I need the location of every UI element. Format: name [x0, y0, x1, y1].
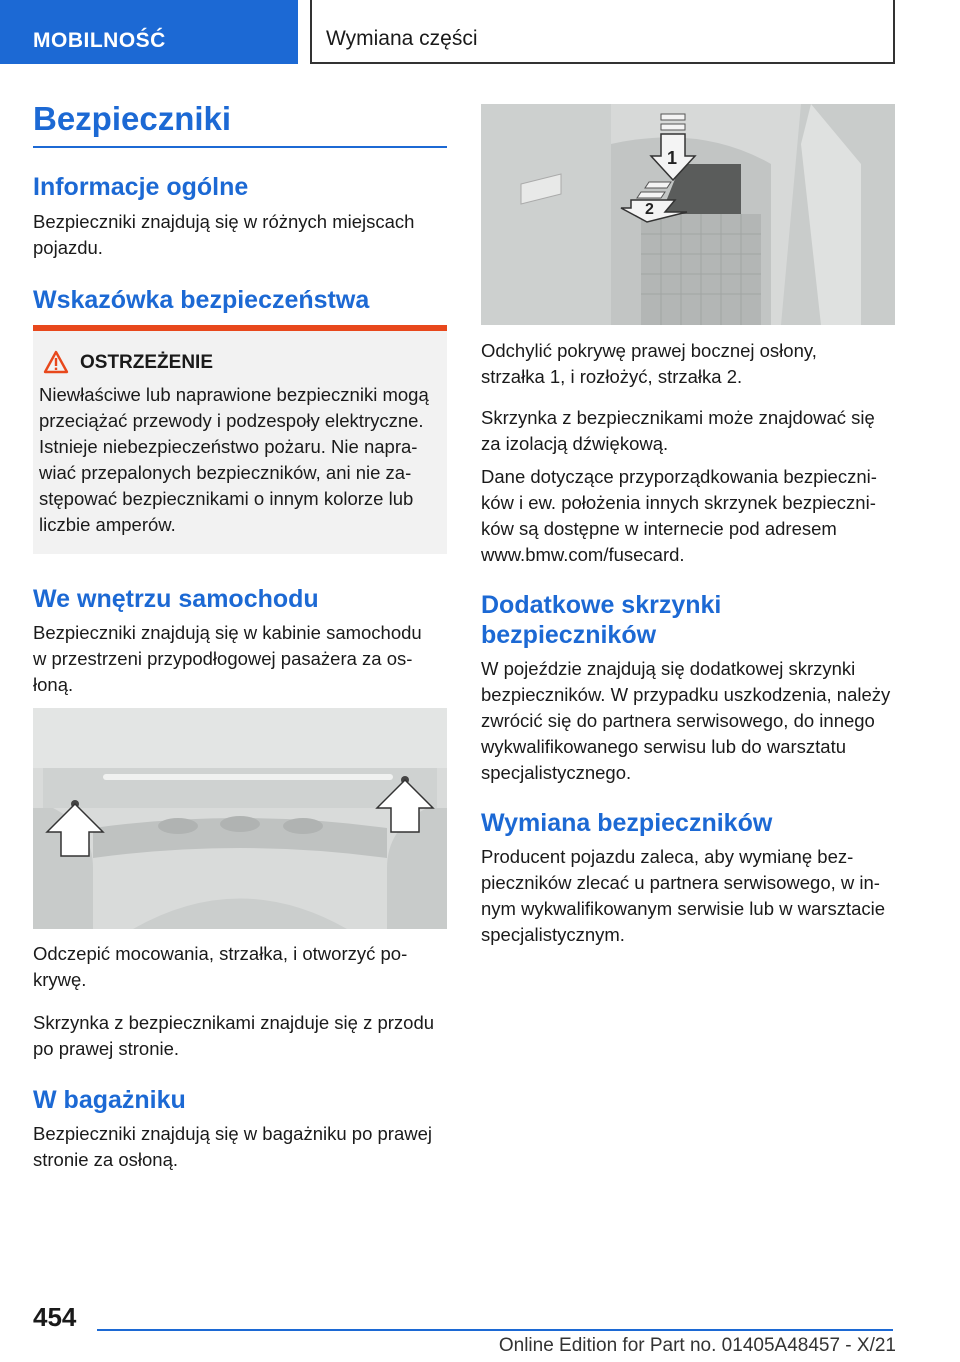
- text-line: specjalistycznym.: [481, 924, 625, 945]
- fig2-caption: [481, 338, 896, 390]
- text-line: Skrzynka z bezpiecznikami może znajdować się: [481, 407, 875, 428]
- fusecard-link[interactable]: www.bmw.com/fusecard.: [481, 544, 685, 565]
- warning-triangle-icon: [43, 350, 69, 374]
- heading-interior: We wnętrzu samochodu: [33, 585, 319, 613]
- trunk-trim-image: [481, 104, 895, 325]
- extra-boxes-text: [481, 656, 896, 786]
- fusecard-text: [481, 464, 896, 568]
- warning-label: OSTRZEŻENIE: [80, 352, 214, 373]
- text-line: stronie za osłoną.: [33, 1149, 179, 1170]
- warning-line: przeciążać przewody i podzespoły elektryczne.: [39, 410, 424, 431]
- warning-text: [39, 382, 439, 538]
- text-line: strzałka 1, i rozłożyć, strzałka 2.: [481, 366, 743, 387]
- chapter-tab: MOBILNOŚĆ: [0, 0, 298, 64]
- text-line: zwrócić się do partnera serwisowego, do innego: [481, 710, 875, 731]
- warning-line: Istnieje niebezpieczeństwo pożaru. Nie napra-: [39, 436, 418, 457]
- text-line: specjalistycznego.: [481, 762, 632, 783]
- warning-line: stępować bezpiecznikami o innym kolorze lub: [39, 488, 414, 509]
- heading-safety: Wskazówka bezpieczeństwa: [33, 286, 370, 314]
- warning-line: wiać przepalonych bezpieczników, ani nie za-: [39, 462, 412, 483]
- text-line: ków i ew. położenia innych skrzynek bezpieczni-: [481, 492, 876, 513]
- text-line: po prawej stronie.: [33, 1038, 180, 1059]
- text-line: nym wykwalifikowanym serwisie lub w warsztacie: [481, 898, 886, 919]
- text-line: za izolacją dźwiękową.: [481, 433, 669, 454]
- text-line: Odchylić pokrywę prawej bocznej osłony,: [481, 340, 817, 361]
- text-line: pieczników zlecać u partnera serwisowego, w in-: [481, 872, 880, 893]
- page-title: Bezpieczniki: [33, 100, 232, 137]
- text-line: wykwalifikowanego serwisu lub do warsztatu: [481, 736, 847, 757]
- arrow-1-label: 1: [667, 148, 678, 168]
- heading-trunk: W bagażniku: [33, 1086, 186, 1114]
- heading-extra-boxes: [481, 590, 721, 650]
- trunk-text: [33, 1121, 448, 1173]
- text-line: Dane dotyczące przyporządkowania bezpieczni-: [481, 466, 877, 487]
- title-rule: [33, 146, 447, 148]
- text-line: łoną.: [33, 674, 74, 695]
- front-text: [33, 1010, 448, 1062]
- text-line: Bezpieczniki znajdują się w kabinie samochodu: [33, 622, 422, 643]
- footer-rule: [97, 1329, 893, 1331]
- insulation-text: [481, 405, 896, 457]
- heading-line: bezpieczników: [481, 621, 657, 649]
- general-text: Bezpieczniki znajdują się w różnych miejscach pojazdu.: [33, 211, 415, 258]
- heading-line: Dodatkowe skrzynki: [481, 591, 722, 619]
- interior-text: [33, 620, 448, 698]
- text-line: krywę.: [33, 969, 87, 990]
- arrow-2-label: 2: [645, 201, 654, 218]
- text-line: Odczepić mocowania, strzałka, i otworzyć po-: [33, 943, 408, 964]
- page-number: 454: [33, 1302, 77, 1332]
- text-line: bezpieczników. W przypadku uszkodzenia, należy: [481, 684, 891, 705]
- section-title: Wymiana części: [326, 27, 478, 50]
- text-line: w przestrzeni przypodłogowej pasażera za os-: [33, 648, 413, 669]
- text-line: Producent pojazdu zaleca, aby wymianę bez-: [481, 846, 854, 867]
- replace-text: [481, 844, 896, 948]
- warning-line: Niewłaściwe lub naprawione bezpieczniki mogą: [39, 384, 429, 405]
- heading-general: Informacje ogólne: [33, 173, 249, 201]
- footwell-cover-image: [33, 708, 447, 929]
- text-line: W pojeździe znajdują się dodatkowej skrzynki: [481, 658, 856, 679]
- edition-note: Online Edition for Part no. 01405A48457 - X/21: [498, 1335, 896, 1356]
- heading-replace: Wymiana bezpieczników: [481, 809, 773, 837]
- text-line: ków są dostępne w internecie pod adresem: [481, 518, 837, 539]
- text-line: Skrzynka z bezpiecznikami znajduje się z przodu: [33, 1012, 435, 1033]
- text-line: Bezpieczniki znajdują się w bagażniku po prawej: [33, 1123, 433, 1144]
- warning-line: liczbie amperów.: [39, 514, 176, 535]
- fig1-caption: [33, 941, 448, 993]
